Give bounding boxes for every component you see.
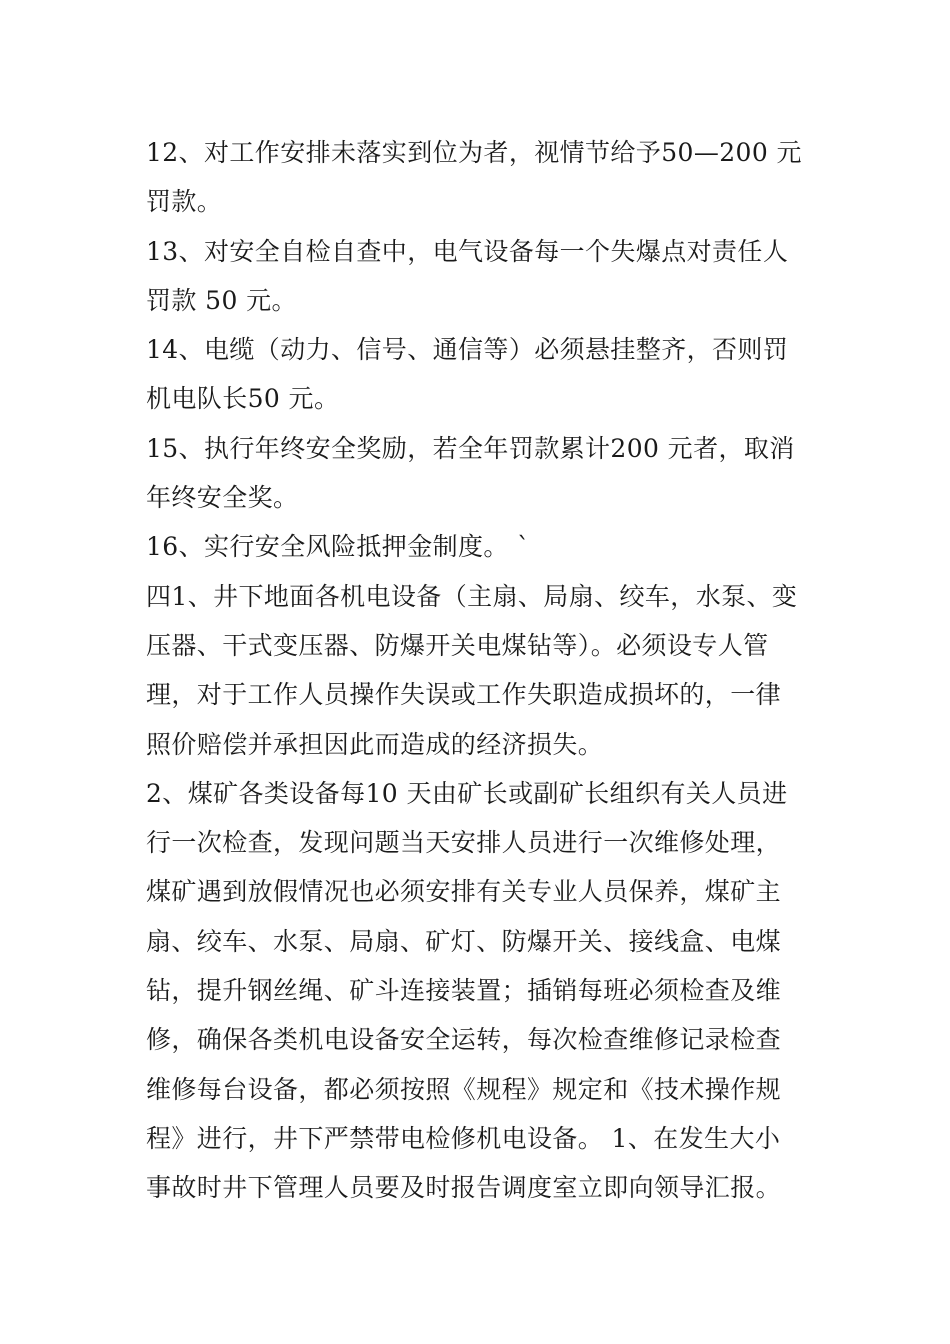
text-line: 14、电缆（动力、信号、通信等）必须悬挂整齐，否则罚 bbox=[146, 335, 789, 365]
text-line: 煤矿遇到放假情况也必须安排有关专业人员保养，煤矿主 bbox=[146, 877, 782, 907]
text-line: 压器、干式变压器、防爆开关电煤钻等）。必须设专人管 bbox=[146, 630, 769, 660]
text-line: 15、执行年终安全奖励，若全年罚款累计200 元者，取消 bbox=[146, 433, 795, 463]
text-line: 年终安全奖。 bbox=[146, 483, 299, 513]
text-line: 程》进行，井下严禁带电检修机电设备。 1、在发生大小 bbox=[146, 1123, 781, 1153]
text-line: 16、实行安全风险抵押金制度。 ` bbox=[146, 532, 531, 562]
text-line: 行一次检查，发现问题当天安排人员进行一次维修处理， bbox=[146, 828, 782, 858]
text-line: 修，确保各类机电设备安全运转，每次检查维修记录检查 bbox=[146, 1025, 782, 1055]
document-body bbox=[146, 128, 816, 1213]
text-line: 理，对于工作人员操作失误或工作失职造成损坏的，一律 bbox=[146, 680, 782, 710]
text-line: 罚款 50 元。 bbox=[146, 285, 297, 315]
text-line: 12、对工作安排未落实到位为者，视情节给予50—200 元 bbox=[146, 138, 802, 167]
text-line: 2、煤矿各类设备每10 天由矿长或副矿长组织有关人员进 bbox=[146, 778, 788, 808]
text-line: 事故时井下管理人员要及时报告调度室立即向领导汇报。 bbox=[146, 1173, 782, 1203]
text-line: 扇、绞车、水泵、局扇、矿灯、防爆开关、接线盒、电煤 bbox=[146, 926, 782, 956]
text-line: 四1、井下地面各机电设备（主扇、局扇、绞车，水泵、变 bbox=[146, 581, 798, 611]
text-line: 罚款。 bbox=[146, 187, 223, 217]
text-line: 照价赔偿并承担因此而造成的经济损失。 bbox=[146, 729, 604, 759]
text-line: 维修每台设备，都必须按照《规程》规定和《技术操作规 bbox=[146, 1074, 782, 1104]
text-line: 机电队长50 元。 bbox=[146, 384, 340, 414]
text-line: 钻，提升钢丝绳、矿斗连接装置；插销每班必须检查及维 bbox=[146, 976, 782, 1006]
text-line: 13、对安全自检自查中，电气设备每一个失爆点对责任人 bbox=[146, 236, 789, 266]
